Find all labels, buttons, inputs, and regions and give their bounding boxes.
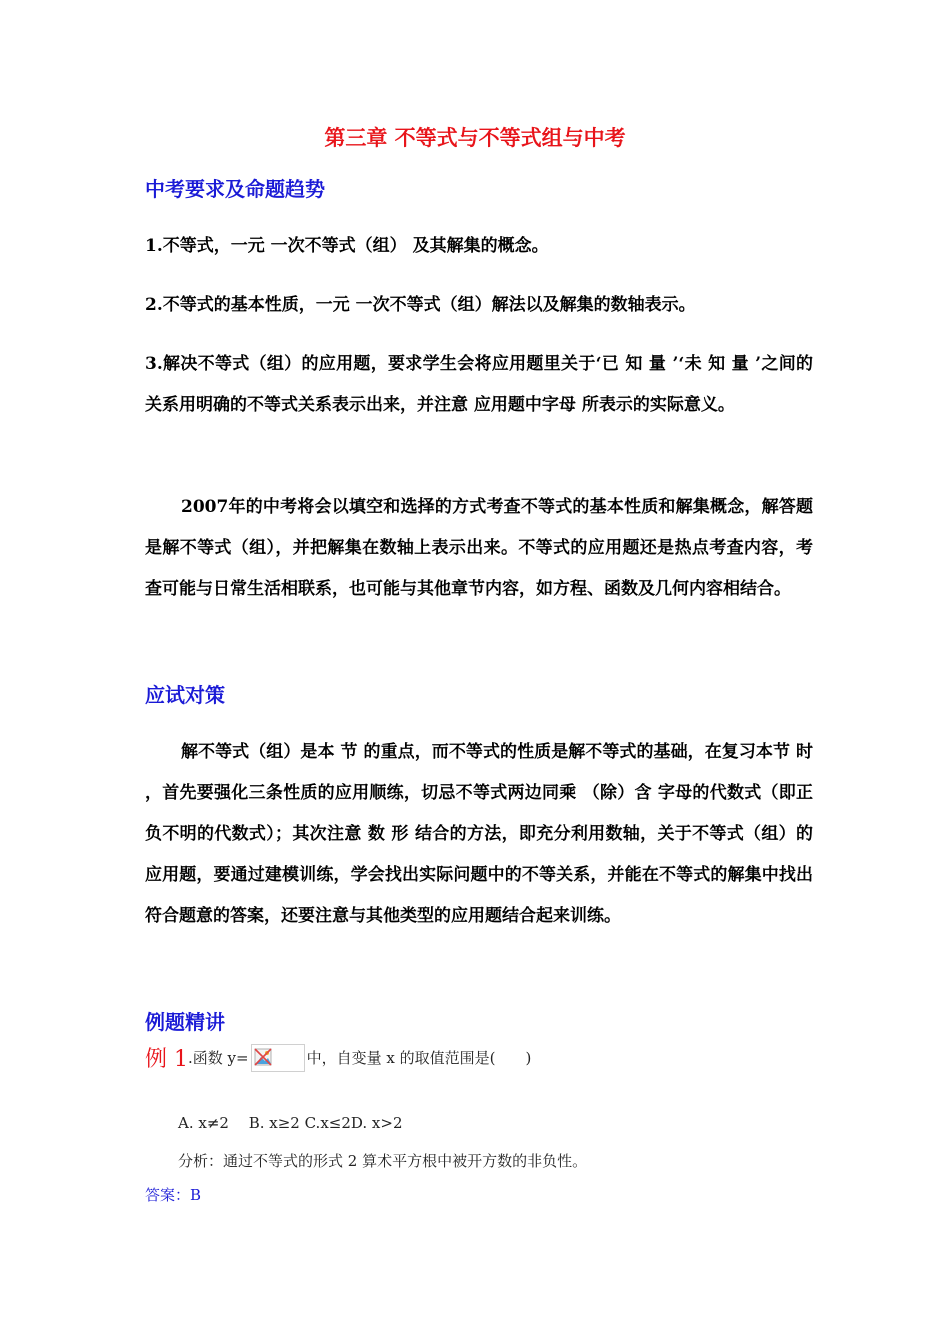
- question-prefix: .函数 y=: [188, 1049, 249, 1067]
- section-heading-requirements: 中考要求及命题趋势: [145, 177, 325, 201]
- example-1-analysis: 分析：通过不等式的形式 2 算术平方根中被开方数的非负性。: [178, 1152, 588, 1170]
- strategy-paragraph: 解不等式（组）是本 节 的重点，而不等式的性质是解不等式的基础，在复习本节 时 ，首先要强化三条性质的应用顺练，切忌不等式两边同乘 （除）含 字母的代数式（即正负不明的代数式）；其次注意 数 形 结合的方法，即充分利用数轴，关于不等式（组）的应用题，要通过建模训练，学会找出实际问题中的不等关系，并能在不等式的解集中找出符合题意的答案，还要注意与其他类型的应用题结合起来训练。: [145, 742, 813, 926]
- section-heading-examples: 例题精讲: [145, 1010, 225, 1034]
- section-heading-strategy: 应试对策: [145, 683, 225, 707]
- page-title: 第三章 不等式与不等式组与中考: [324, 125, 626, 150]
- example-1-question: [145, 1042, 531, 1078]
- example-1-options: A. x≠2 B. x≥2 C.x≤2D. x>2: [178, 1114, 403, 1132]
- formula-image-icon: [251, 1044, 305, 1072]
- requirement-item-3: 3.解决不等式（组）的应用题，要求学生会将应用题里关于‘已 知 量 ’‘未 知 量 ’之间的关系用明确的不等式关系表示出来，并注意 应用题中字母 所表示的实际意义。: [145, 354, 813, 415]
- trend-paragraph: 2007年的中考将会以填空和选择的方式考查不等式的基本性质和解集概念，解答题是解不等式（组），并把解集在数轴上表示出来。不等式的应用题还是热点考查内容，考查可能与日常生活相联系，也可能与其他章节内容，如方程、函数及几何内容相结合。: [145, 497, 813, 599]
- requirement-item-2: 2.不等式的基本性质，一元 一次不等式（组）解法以及解集的数轴表示。: [145, 295, 696, 315]
- example-label: 例 1: [145, 1047, 188, 1072]
- question-suffix: 中，自变量 x 的取值范围是( ): [306, 1049, 532, 1067]
- requirement-item-1: 1.不等式，一元 一次不等式（组） 及其解集的概念。: [145, 236, 549, 256]
- example-1-answer: 答案：B: [145, 1186, 202, 1204]
